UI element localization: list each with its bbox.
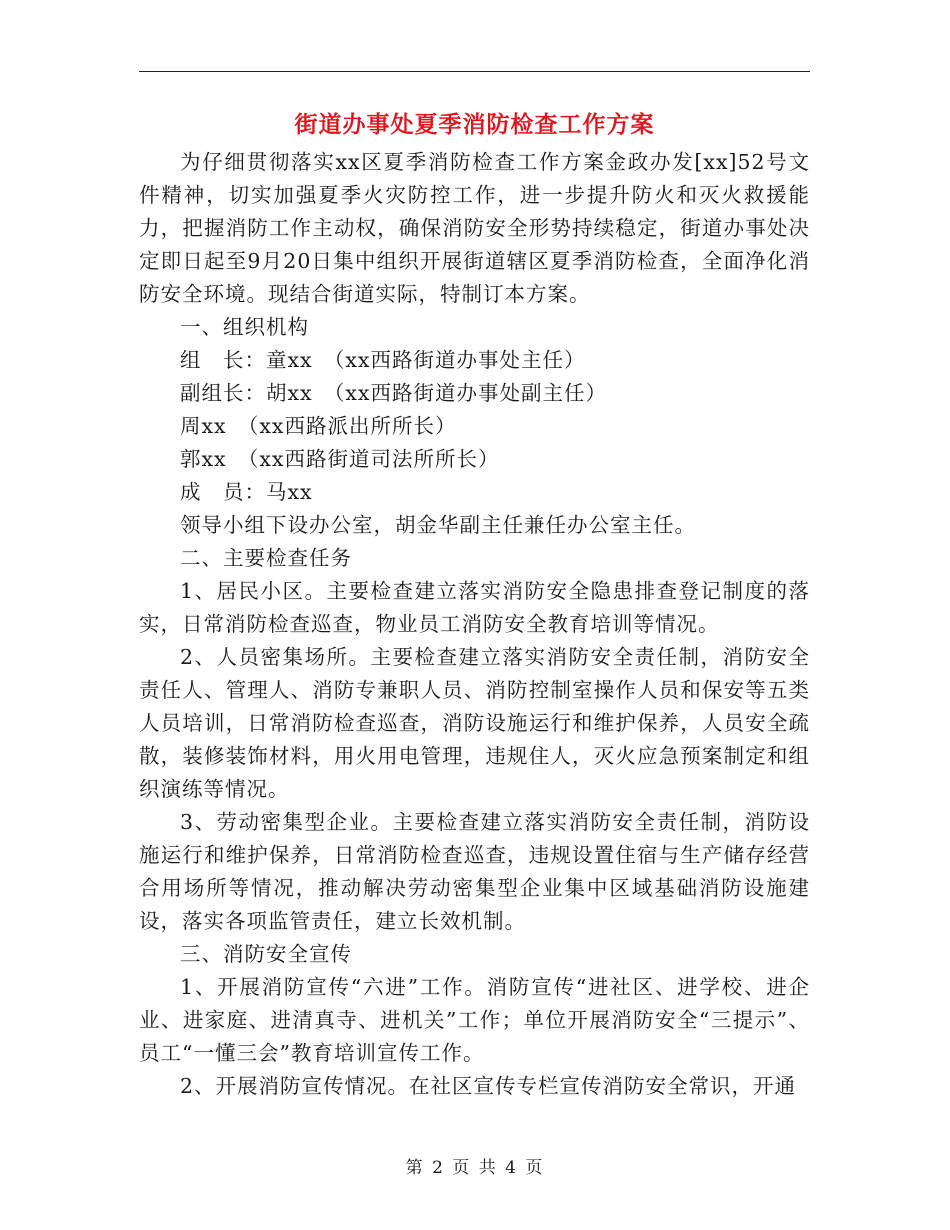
member-ma: 成 员：马xx <box>180 480 313 504</box>
intro-paragraph: 为仔细贯彻落实xx区夏季消防检查工作方案金政办发[xx]52号文件精神，切实加强夏季火灾防控工作，进一步提升防火和灭火救援能力，把握消防工作主动权，确保消防安全形势持续稳定，街道办事处决定即日起至9月20日集中组织开展街道辖区夏季消防检查，全面净化消防安全环境。现结合街道实际，特制订本方案。 <box>139 150 810 306</box>
member-leader: 组 长：童xx （xx西路街道办事处主任） <box>180 348 586 372</box>
task-labor-intensive: 3、劳动密集型企业。主要检查建立落实消防安全责任制，消防设施运行和维护保养，日常消防检查巡查，违规设置住宿与生产储存经营合用场所等情况，推动解决劳动密集型企业集中区域基础消防设施建设，落实各项监管责任，建立长效机制。 <box>139 810 810 933</box>
office-note: 领导小组下设办公室，胡金华副主任兼任办公室主任。 <box>180 513 696 537</box>
task-residential: 1、居民小区。主要检查建立落实消防安全隐患排查登记制度的落实，日常消防检查巡查，物业员工消防安全教育培训等情况。 <box>139 579 810 636</box>
section-heading-publicity: 三、消防安全宣传 <box>180 942 352 966</box>
document-body <box>139 146 810 1103</box>
member-guo: 郭xx （xx西路街道司法所所长） <box>180 447 500 471</box>
publicity-six-entries: 1、开展消防宣传“六进”工作。消防宣传“进社区、进学校、进企业、进家庭、进清真寺、进机关”工作；单位开展消防安全“三提示”、员工“一懂三会”教育培训宣传工作。 <box>139 975 810 1065</box>
section-heading-tasks: 二、主要检查任务 <box>180 546 352 570</box>
document-title: 街道办事处夏季消防检查工作方案 <box>294 111 655 138</box>
section-heading-organization: 一、组织机构 <box>180 315 309 339</box>
page-footer: 第 2 页 共 4 页 <box>405 1158 545 1178</box>
header-rule <box>139 71 810 72</box>
member-zhou: 周xx （xx西路派出所所长） <box>180 414 457 438</box>
publicity-status: 2、开展消防宣传情况。在社区宣传专栏宣传消防安全常识，开通 <box>180 1074 797 1098</box>
task-crowded-places: 2、人员密集场所。主要检查建立落实消防安全责任制，消防安全责任人、管理人、消防专兼职人员、消防控制室操作人员和保安等五类人员培训，日常消防检查巡查，消防设施运行和维护保养，人员安全疏散，装修装饰材料，用火用电管理，违规住人，灭火应急预案制定和组织演练等情况。 <box>139 645 810 801</box>
member-deputy-leader: 副组长：胡xx （xx西路街道办事处副主任） <box>180 381 607 405</box>
